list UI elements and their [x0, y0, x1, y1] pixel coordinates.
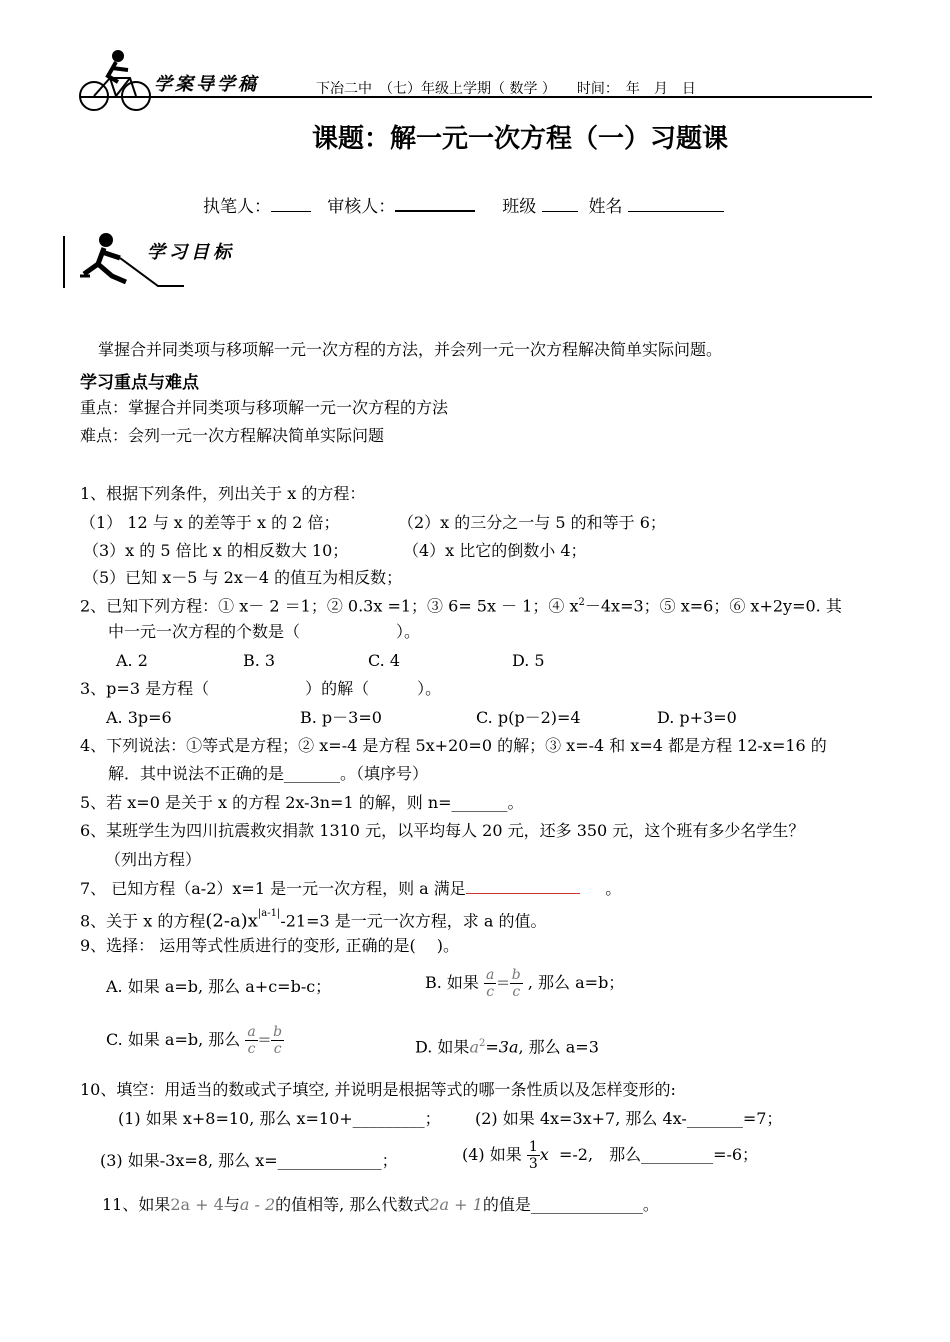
key-heading: 学习重点与难点 [80, 373, 199, 393]
q1-part2: （2）x 的三分之一与 5 的和等于 6； [398, 513, 666, 532]
goal-text: 掌握合并同类项与移项解一元一次方程的方法，并会列一元一次方程解决简单实际问题。 [98, 340, 723, 359]
q3-option-b[interactable]: B. p－3=0 [300, 708, 382, 727]
q2-option-d[interactable]: D. 5 [512, 651, 545, 670]
q1-stem: 1、根据下列条件，列出关于 x 的方程： [80, 484, 366, 503]
name-blank[interactable] [628, 197, 724, 212]
authors-line [203, 196, 724, 217]
goal-heading: 学习目标 [147, 242, 235, 263]
q9-b-frac-left [484, 967, 496, 1000]
q9-d-post: , 那么 a=3 [518, 1037, 599, 1057]
q2-stem [80, 593, 842, 616]
q9-stem: 9、选择： 运用等式性质进行的变形, 正确的是( )。 [80, 936, 460, 955]
q11-expr2: a - 2 [239, 1195, 276, 1214]
q8-post: -21=3 是一元一次方程，求 a 的值。 [280, 911, 547, 931]
q11-expr1: 2a + 4 [170, 1195, 224, 1214]
q10-p4-frac [527, 1139, 540, 1172]
q3-option-a[interactable]: A. 3p=6 [106, 708, 172, 727]
difficulty-point: 难点：会列一元一次方程解决简单实际问题 [80, 426, 385, 445]
frac-num: a [486, 967, 495, 983]
q9-d-expr: a [469, 1037, 479, 1057]
q9-b-pre: B. 如果 [425, 973, 479, 992]
q9-b-frac-right [510, 967, 523, 1000]
q9-d-pre: D. 如果 [415, 1037, 470, 1057]
q8-expr: (2-a)x [205, 910, 258, 932]
q9-d-sup: 2 [478, 1038, 486, 1049]
q10-p4-post: =-2, 那么_________=-6； [558, 1145, 759, 1164]
q10-part1: (1) 如果 x+8=10, 那么 x=10+_________； [118, 1109, 441, 1128]
q10-part3: (3) 如果-3x=8, 那么 x=_____________； [100, 1151, 398, 1170]
frac-den: c [512, 984, 521, 1000]
q8-sup: |a-1| [257, 908, 281, 919]
reviewer-label: 审核人： [327, 197, 396, 217]
q6-line1: 6、某班学生为四川抗震救灾捐款 1310 元，以平均每人 20 元，还多 350 元，这个班有多少名学生？ [80, 821, 805, 840]
q8-pre: 8、关于 x 的方程 [80, 911, 206, 931]
writer-blank[interactable] [271, 197, 311, 212]
q7-text [80, 879, 621, 899]
q2-option-a[interactable]: A. 2 [116, 651, 148, 670]
frac-num: b [511, 967, 521, 983]
q5-text: 5、若 x=0 是关于 x 的方程 2x-3n=1 的解，则 n=_______。 [80, 793, 524, 812]
q2-option-c[interactable]: C. 4 [368, 651, 401, 670]
q7-pre: 7、 已知方程（a-2）x=1 是一元一次方程，则 a 满足 [80, 879, 466, 898]
reviewer-blank[interactable] [395, 196, 475, 212]
q11-mid: 与 [223, 1195, 240, 1214]
class-label: 班级 [502, 197, 537, 217]
q2-stem-b: －4x=3；⑤ x=6；⑥ x+2y=0. 其 [584, 596, 842, 616]
header-divider [80, 96, 872, 98]
q2-option-b[interactable]: B. 3 [243, 651, 276, 670]
frac-num: a [247, 1024, 256, 1040]
q1-part4: （4）x 比它的倒数小 4； [403, 541, 587, 560]
q9-b-post: , 那么 a=b； [527, 973, 625, 992]
q9-option-a[interactable]: A. 如果 a=b, 那么 a+c=b-c； [106, 977, 332, 996]
q9-option-b[interactable]: B. 如果 $\frac{a}{c}$ = $\frac{b}{c}$ , 那么 a=b； [425, 967, 625, 1000]
q2-stem-a: 2、已知下列方程：① x－ 2 ＝1；② 0.3x =1；③ 6= 5x － 1；④ x [80, 596, 579, 616]
q10-stem: 10、填空：用适当的数或式子填空, 并说明是根据等式的哪一条性质以及怎样变形的: [80, 1080, 676, 1099]
q9-c-pre: C. 如果 a=b, 那么 [106, 1030, 241, 1049]
q11-text [102, 1195, 659, 1215]
q10-p4-pre: (4) 如果 [462, 1145, 522, 1164]
q10-p4-x: x [539, 1145, 549, 1164]
class-blank[interactable] [542, 197, 578, 212]
writer-label: 执笔人： [203, 197, 271, 217]
header-info: 下冶二中 （七）年级上学期（ 数学 ） 时间： 年 月 日 [316, 81, 696, 97]
q3-stem: 3、p=3 是方程（ ）的解（ ）。 [80, 679, 442, 698]
frac-den: c [486, 984, 495, 1000]
cyclist-logo [78, 48, 152, 114]
q1-part3: （3）x 的 5 倍比 x 的相反数大 10； [83, 541, 349, 560]
q3-option-d[interactable]: D. p+3=0 [657, 708, 737, 727]
q11-post: 的值是______________。 [482, 1195, 659, 1214]
q9-d-rhs: =3a [485, 1037, 519, 1057]
q9-option-c[interactable]: C. 如果 a=b, 那么 $\frac{a}{c}$ = $\frac{b}{c}$ [106, 1024, 283, 1057]
frac-den: c [247, 1041, 256, 1057]
frac-num: b [273, 1024, 283, 1040]
key-point: 重点：掌握合并同类项与移项解一元一次方程的方法 [80, 398, 449, 417]
q8-text [80, 908, 546, 931]
q10-part4 [462, 1139, 758, 1172]
q6-line2: （列出方程） [105, 850, 202, 869]
q9-option-d[interactable] [415, 1034, 599, 1057]
q11-pre: 11、如果 [102, 1195, 171, 1214]
q3-option-c[interactable]: C. p(p－2)=4 [476, 708, 581, 727]
q11-expr3: 2a + 1 [429, 1195, 483, 1214]
q2-sup: 2 [578, 597, 585, 608]
q7-post: 。 [605, 879, 622, 898]
name-label: 姓名 [588, 197, 623, 217]
q1-part5: （5）已知 x－5 与 2x－4 的值互为相反数； [83, 568, 403, 587]
page-title: 课题：解一元一次方程（一）习题课 [311, 124, 728, 154]
q9-c-frac-right [271, 1024, 284, 1057]
q7-blank[interactable] [466, 879, 580, 894]
frac-den: 3 [528, 1156, 538, 1172]
q2-stem2: 中一元一次方程的个数是（ ）。 [108, 622, 421, 641]
q9-c-frac-left [245, 1024, 257, 1057]
q10-part2: (2) 如果 4x=3x+7, 那么 4x-_______=7； [475, 1109, 783, 1128]
q11-mid2: 的值相等, 那么代数式 [275, 1195, 430, 1214]
frac-num: 1 [528, 1139, 538, 1155]
frac-den: c [273, 1041, 282, 1057]
q1-part1: （1） 12 与 x 的差等于 x 的 2 倍； [80, 513, 340, 532]
q4-line2: 解．其中说法不正确的是_______。（填序号） [108, 764, 429, 783]
brand-title: 学案导学稿 [154, 74, 259, 95]
q4-line1: 4、下列说法：①等式是方程；② x=-4 是方程 5x+20=0 的解；③ x=-4 和 x=4 都是方程 12-x=16 的 [80, 736, 827, 755]
